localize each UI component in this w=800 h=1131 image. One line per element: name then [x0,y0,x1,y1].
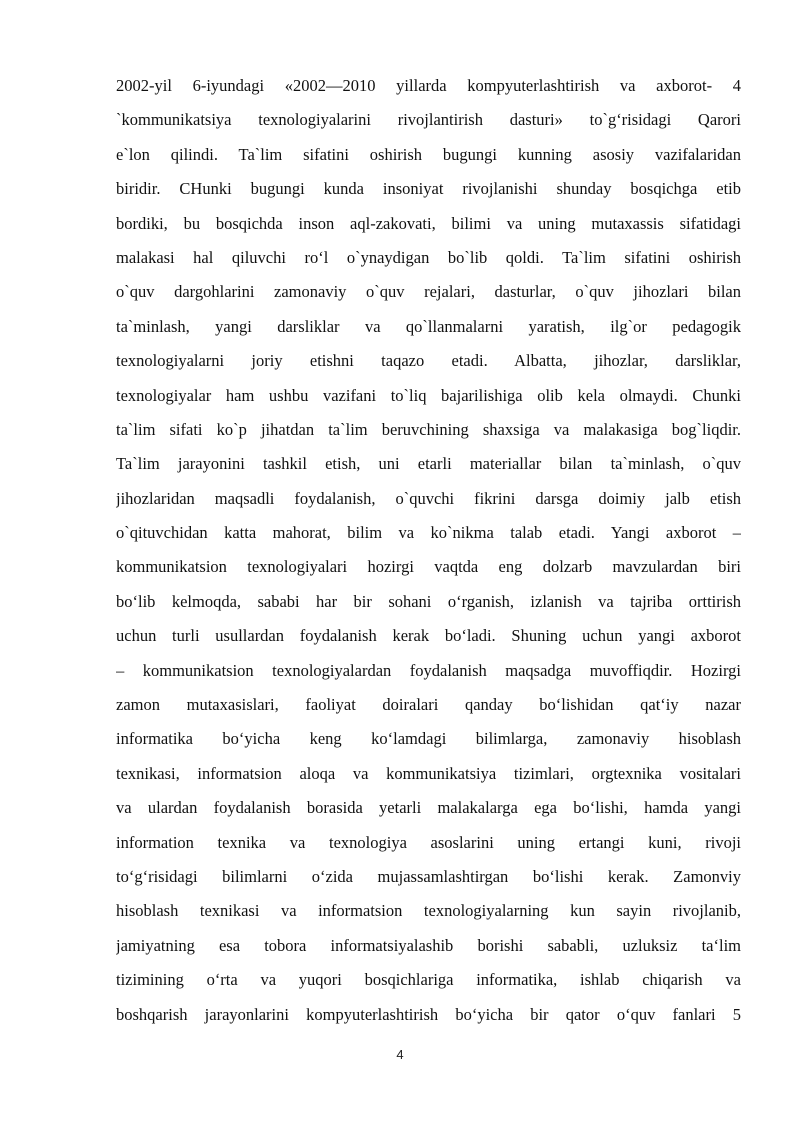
text-line: bo‘lib kelmoqda, sababi har bir sohani o‘rganish, izlanish va tajriba orttirish [116,591,741,611]
text-line: biridir. CHunki bugungi kunda insoniyat rivojlanishi shunday bosqichga etib [116,179,741,199]
text-line: jamiyatning esa tobora informatsiyalashib borishi sababli, uzluksiz ta‘lim [116,935,741,955]
text-line: uchun turli usullardan foydalanish kerak bo‘ladi. Shuning uchun yangi axborot [116,626,741,646]
text-line: e`lon qilindi. Ta`lim sifatini oshirish bugungi kunning asosiy vazifalaridan [116,144,741,164]
text-line: o`quv dargohlarini zamonaviy o`quv rejalari, dasturlar, o`quv jihozlari bilan [116,282,741,302]
text-line: informatika bo‘yicha keng ko‘lamdagi bilimlarga, zamonaviy hisoblash [116,729,741,749]
page-number: 4 [396,1047,404,1062]
text-line: kommunikatsion texnologiyalari hozirgi vaqtda eng dolzarb mavzulardan biri [116,557,741,577]
text-line: malakasi hal qiluvchi ro‘l o`ynaydigan bo`lib qoldi. Ta`lim sifatini oshirish [116,247,741,267]
text-line: va ulardan foydalanish borasida yetarli malakalarga ega bo‘lishi, hamda yangi [116,798,741,818]
text-line: texnologiyalarni joriy etishni taqazo etadi. Albatta, jihozlar, darsliklar, [116,351,741,371]
text-line: information texnika va texnologiya asoslarini uning ertangi kuni, rivoji [116,832,741,852]
text-line: `kommunikatsiya texnologiyalarini rivojlantirish dasturi» to`g‘risidagi Qarori [116,110,741,130]
text-line: to‘g‘risidagi bilimlarni o‘zida mujassamlashtirgan bo‘lishi kerak. Zamonviy [116,866,741,886]
body-paragraph [116,73,741,1036]
text-line: 2002-yil 6-iyundagi «2002—2010 yillarda kompyuterlashtirish va axborot- 4 [116,76,741,95]
text-line: tizimining o‘rta va yuqori bosqichlariga informatika, ishlab chiqarish va [116,970,741,990]
text-line: ta`minlash, yangi darsliklar va qo`llanmalarni yaratish, ilg`or pedagogik [116,316,741,336]
text-line: Ta`lim jarayonini tashkil etish, uni etarli materiallar bilan ta`minlash, o`quv [116,454,741,474]
text-line: texnikasi, informatsion aloqa va kommunikatsiya tizimlari, orgtexnika vositalari [116,763,741,783]
text-line: – kommunikatsion texnologiyalardan foydalanish maqsadga muvoffiqdir. Hozirgi [116,660,741,680]
text-line: o`qituvchidan katta mahorat, bilim va ko`nikma talab etadi. Yangi axborot – [116,523,741,543]
text-line: texnologiyalar ham ushbu vazifani to`liq bajarilishiga olib kela olmaydi. Chunki [116,385,741,405]
text-line: hisoblash texnikasi va informatsion texnologiyalarning kun sayin rivojlanib, [116,901,741,921]
text-line: boshqarish jarayonlarini kompyuterlashtirish bo‘yicha bir qator o‘quv fanlari 5 [116,1004,741,1024]
text-line: zamon mutaxasislari, faoliyat doiralari qanday bo‘lishidan qat‘iy nazar [116,695,741,715]
text-line: ta`lim sifati ko`p jihatdan ta`lim beruvchining shaxsiga va malakasiga bog`liqdir. [116,419,741,439]
text-line: jihozlaridan maqsadli foydalanish, o`quvchi fikrini darsga doimiy jalb etish [116,488,741,508]
text-line: bordiki, bu bosqichda inson aql-zakovati, bilimi va uning mutaxassis sifatidagi [116,213,741,233]
